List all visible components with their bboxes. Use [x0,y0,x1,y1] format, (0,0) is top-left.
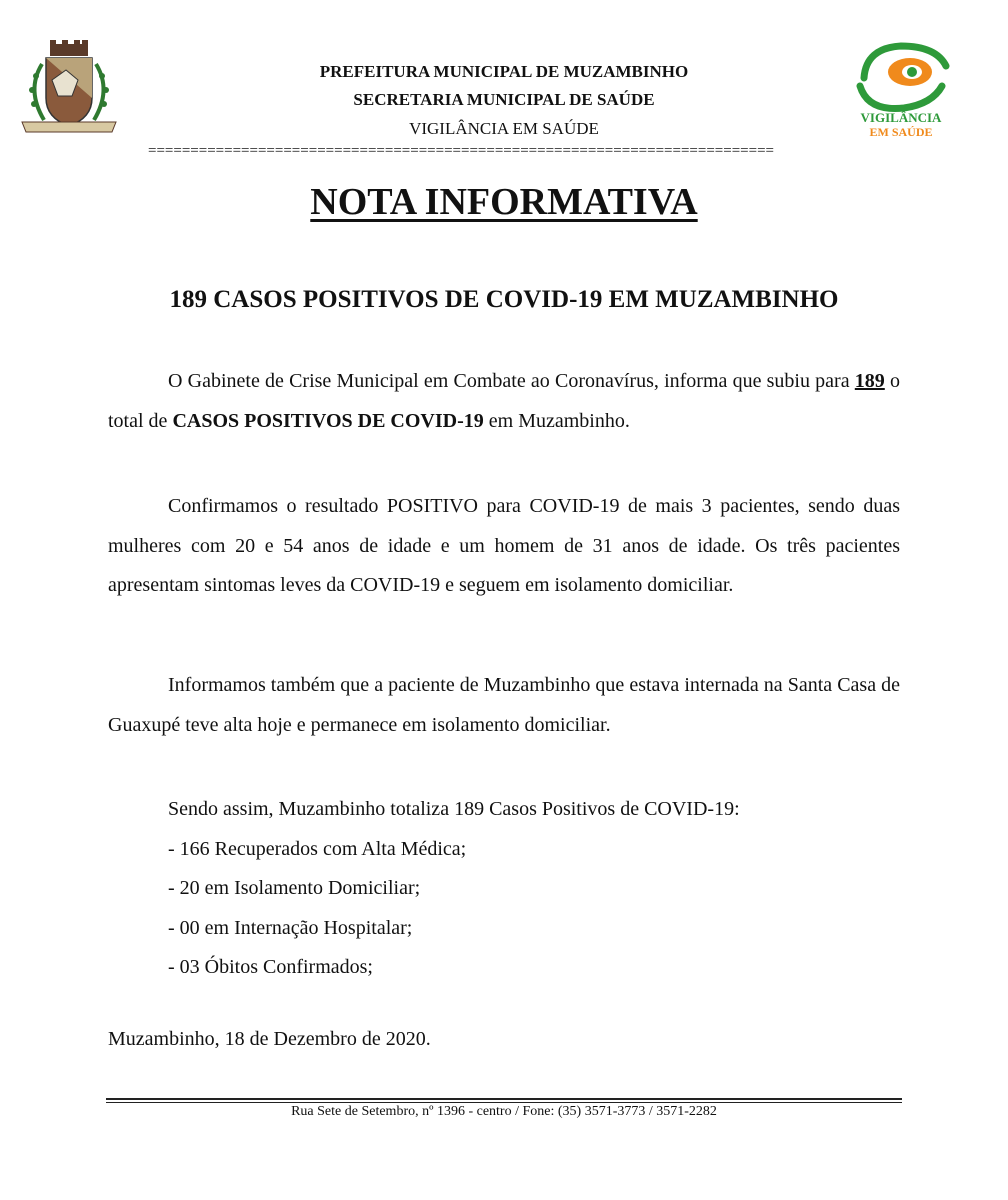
paragraph-new-cases: Confirmamos o resultado POSITIVO para COVID-19 de mais 3 pacientes, sendo duas mulheres com 20 e 54 anos de idade e um homem de 31 anos de idade. Os três pacientes apresentam sintomas leves da COVID-19 e seguem em isolamento domiciliar. [108,495,900,596]
header-vigilancia: VIGILÂNCIA EM SAÚDE [409,119,599,138]
footer-divider [106,1098,902,1100]
summary-block [168,790,740,988]
logo-text-line1: VIGILÂNCIA [860,110,942,125]
footer-divider-thin [106,1102,902,1103]
paragraph-total-cases [108,362,900,441]
header-secretaria: SECRETARIA MUNICIPAL DE SAÚDE [353,90,655,109]
para1-bold-phrase: CASOS POSITIVOS DE COVID-19 [172,409,484,432]
list-item: - 00 em Internação Hospitalar; [168,916,413,939]
footer-address: Rua Sete de Setembro, nº 1396 - centro / Fone: (35) 3571-3773 / 3571-2282 [291,1104,717,1119]
list-item: - 20 em Isolamento Domiciliar; [168,877,421,899]
logo-text-line2: EM SAÚDE [869,125,933,138]
header-separator: ========================================================================== [148,143,775,159]
page-subtitle: 189 CASOS POSITIVOS DE COVID-19 EM MUZAMBINHO [169,286,839,313]
para1-text-b: o total de [108,370,900,432]
paragraph-discharge: Informamos também que a paciente de Muzambinho que estava internada na Santa Casa de Guaxupé teve alta hoje e permanece em isolamento domiciliar. [108,674,900,736]
para1-text-c: em Muzambinho. [483,409,630,432]
para1-text-a: O Gabinete de Crise Municipal em Combate ao Coronavírus, informa que subiu para [168,370,855,392]
municipal-crest-logo [16,40,122,140]
page-title: NOTA INFORMATIVA [310,181,698,223]
summary-intro: Sendo assim, Muzambinho totaliza 189 Casos Positivos de COVID-19: [168,798,740,820]
list-item: - 166 Recuperados com Alta Médica; [168,837,467,860]
list-item: - 03 Óbitos Confirmados; [168,956,373,978]
document-date: Muzambinho, 18 de Dezembro de 2020. [108,1028,431,1050]
header-prefeitura: PREFEITURA MUNICIPAL DE MUZAMBINHO [319,62,689,81]
para1-case-number: 189 [854,370,885,392]
vigilancia-saude-logo [846,38,956,138]
